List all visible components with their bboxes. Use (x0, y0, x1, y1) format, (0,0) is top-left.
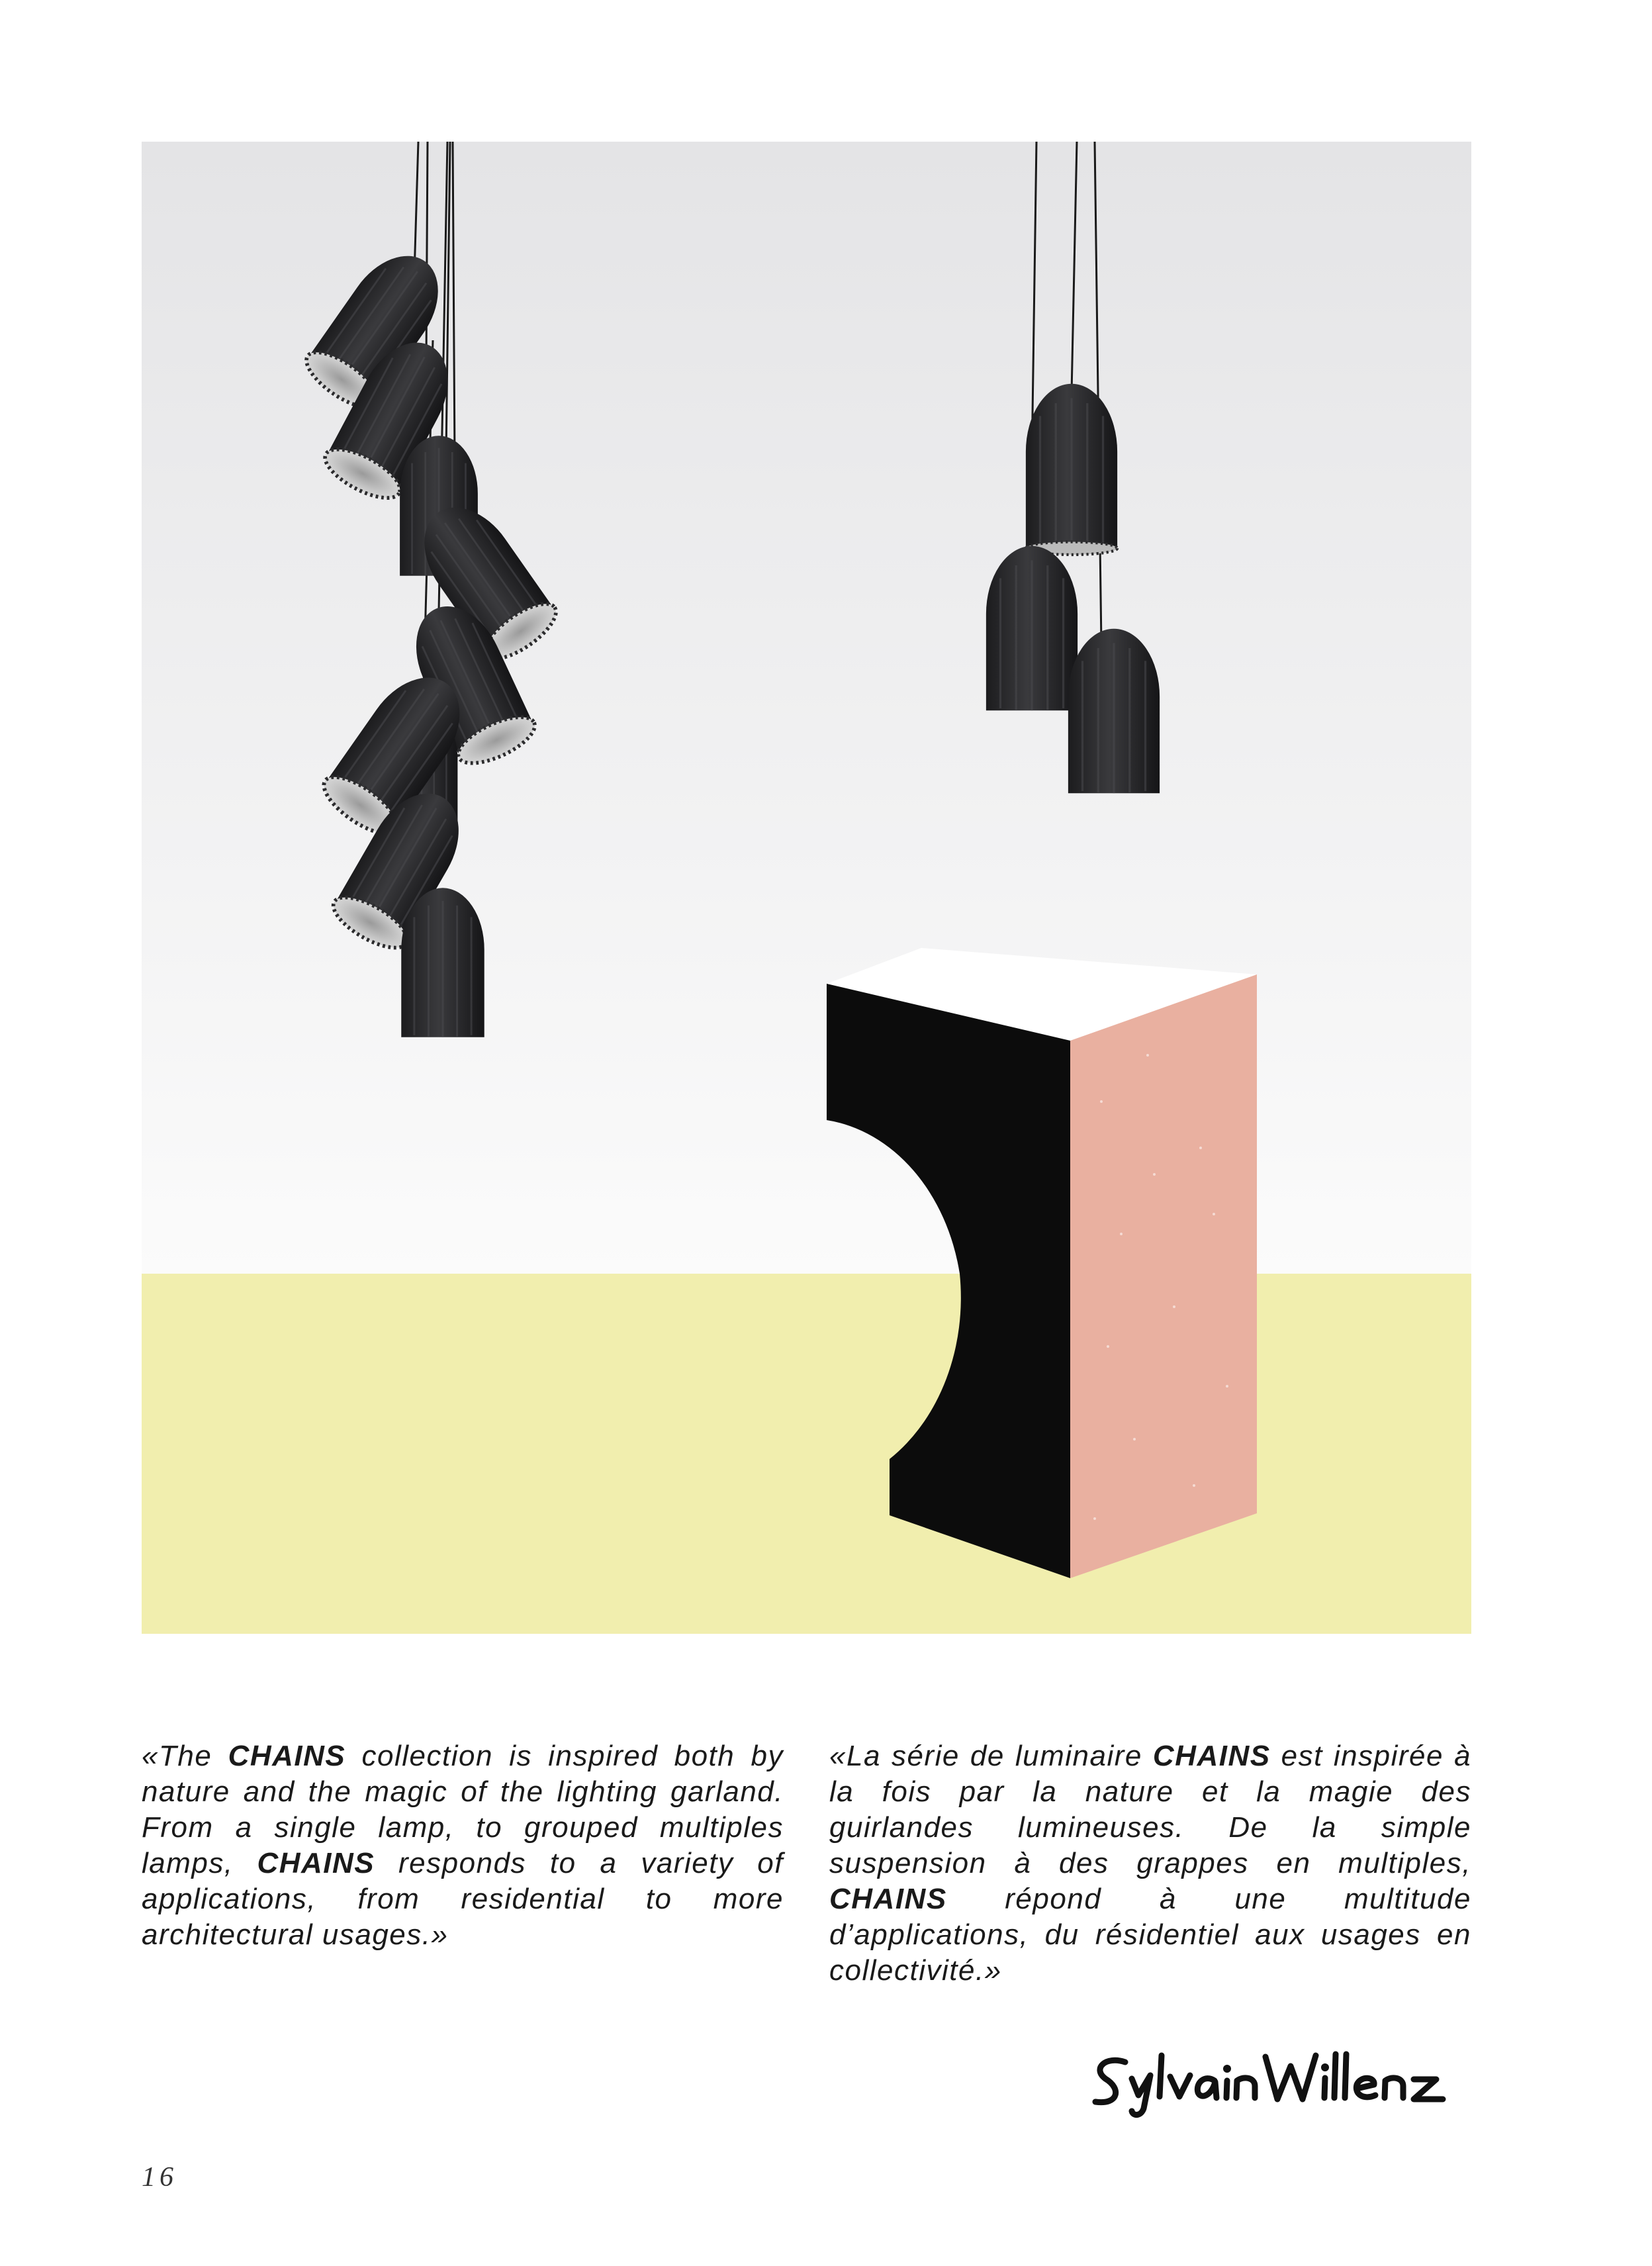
designer-signature (1085, 2042, 1476, 2122)
quote-french: «La série de luminaire CHAINS est inspirée à la fois par la nature et la magie des guirlandes lumineuses. De la simple suspension à des grappes en multiples, CHAINS répond à une multitude d’applications, du résidentiel aux usages en collectivité.» (829, 1740, 1471, 1987)
product-illustration (142, 142, 1471, 1634)
brand-name: CHAINS (829, 1883, 947, 1915)
quote-english: «The CHAINS collection is inspired both by nature and the magic of the lighting garland. From a single lamp, to grouped multiples lamps, CHAINS responds to a variety of applications, from residential to more architectural usages.» (142, 1740, 784, 1951)
brand-name: CHAINS (228, 1740, 346, 1772)
brand-name: CHAINS (1152, 1740, 1271, 1772)
floor (142, 1274, 1471, 1634)
page-number: 16 (142, 2162, 177, 2193)
brand-name: CHAINS (257, 1847, 375, 1879)
